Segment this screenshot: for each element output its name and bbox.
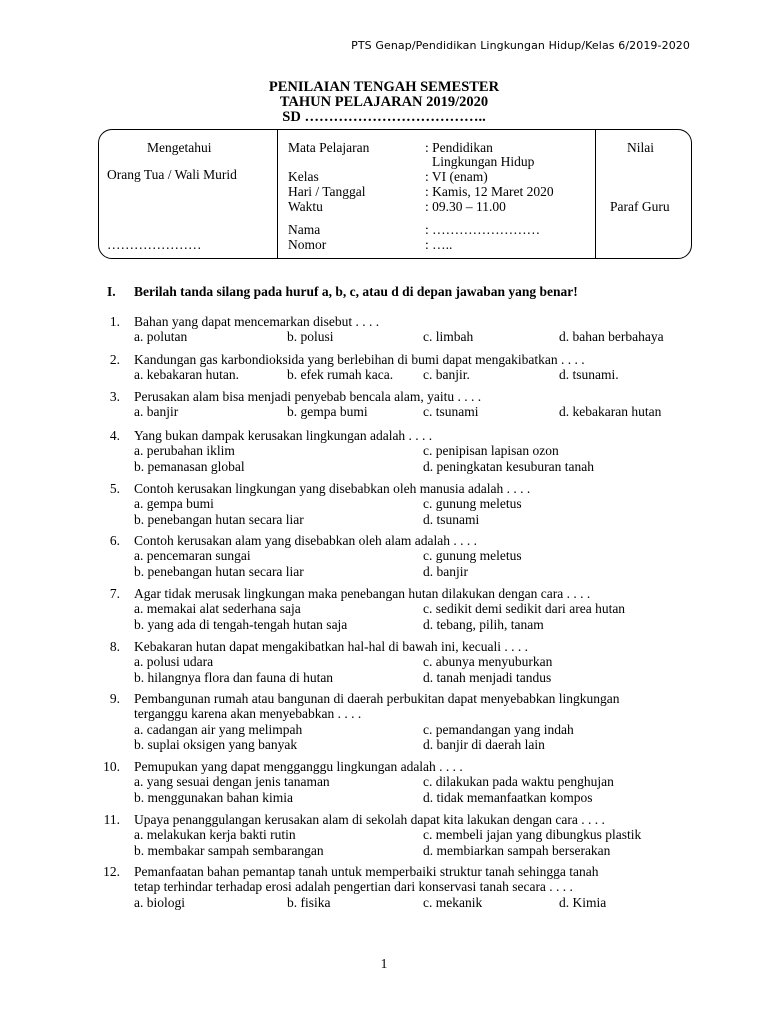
answer-option-a[interactable]: a. gempa bumi	[134, 496, 214, 512]
question-text: Contoh kerusakan alam yang disebabkan oleh alam adalah . . . .	[134, 533, 478, 548]
answer-option-d[interactable]: d. kebakaran hutan	[559, 404, 662, 420]
question-number: 6.	[109, 533, 120, 548]
answer-option-d[interactable]: d. tanah menjadi tandus	[423, 669, 552, 685]
time-value: : 09.30 – 11.00	[425, 199, 506, 214]
exam-title: PENILAIAN TENGAH SEMESTER	[268, 79, 500, 95]
question-text: tetap terhindar terhadap erosi adalah pengertian dari konservasi tanah secara . . . .	[134, 879, 573, 895]
section-number: I.	[107, 284, 116, 299]
answer-option-d[interactable]: d. tsunami	[423, 511, 480, 527]
question-number: 10.	[103, 759, 120, 774]
question-text: Pembangunan rumah atau bangunan di daerah perbukitan dapat menyebabkan lingkungan	[134, 691, 620, 706]
answer-option-c[interactable]: c. membeli jajan yang dibungkus plastik	[423, 827, 642, 843]
answer-option-c[interactable]: c. abunya menyuburkan	[423, 654, 553, 670]
question-text: Kebakaran hutan dapat mengakibatkan hal-hal di bawah ini, kecuali . . . .	[134, 639, 528, 654]
date-label: Hari / Tanggal	[288, 184, 366, 199]
subject-label: Mata Pelajaran	[288, 140, 370, 155]
question-number: 1.	[109, 314, 120, 329]
answer-option-d[interactable]: d. Kimia	[559, 894, 607, 910]
subject-value-1: : Pendidikan	[425, 140, 493, 155]
answer-option-b[interactable]: b. polusi	[287, 329, 334, 345]
answer-option-c[interactable]: c. mekanik	[423, 894, 483, 910]
parent-label: Orang Tua / Wali Murid	[107, 167, 237, 182]
answer-option-a[interactable]: a. polusi udara	[134, 654, 214, 670]
answer-option-a[interactable]: a. memakai alat sederhana saja	[134, 601, 301, 617]
parent-signature-line: …………………	[107, 237, 202, 252]
teacher-signature-label: Paraf Guru	[610, 199, 670, 214]
school-name-line: SD ………………………………..	[282, 109, 486, 125]
question-text: Pemanfaatan bahan pemantap tanah untuk memperbaiki struktur tanah sehingga tanah	[134, 864, 599, 879]
question-number: 7.	[109, 586, 120, 601]
question-text: Pemupukan yang dapat mengganggu lingkungan adalah . . . .	[134, 759, 463, 774]
answer-option-b[interactable]: b. efek rumah kaca.	[287, 367, 394, 383]
page-number: 1	[380, 956, 388, 971]
answer-option-d[interactable]: d. banjir	[423, 563, 468, 579]
question-number: 11.	[103, 812, 120, 827]
answer-option-a[interactable]: a. biologi	[134, 894, 185, 910]
answer-option-b[interactable]: b. suplai oksigen yang banyak	[134, 736, 298, 752]
answer-option-b[interactable]: b. fisika	[287, 894, 331, 910]
number-field[interactable]: : …..	[425, 237, 453, 252]
info-box-divider-right	[595, 130, 596, 258]
question-number: 9.	[109, 691, 120, 706]
answer-option-d[interactable]: d. banjir di daerah lain	[423, 736, 545, 752]
answer-option-c[interactable]: c. gunung meletus	[423, 548, 522, 564]
date-value: : Kamis, 12 Maret 2020	[425, 184, 554, 199]
answer-option-a[interactable]: a. polutan	[134, 329, 188, 345]
name-field[interactable]: : ……………………	[425, 222, 541, 237]
answer-option-c[interactable]: c. banjir.	[423, 367, 470, 383]
answer-option-c[interactable]: c. penipisan lapisan ozon	[423, 443, 559, 459]
score-label: Nilai	[627, 140, 654, 155]
question-text: Bahan yang dapat mencemarkan disebut . . . .	[134, 314, 380, 329]
answer-option-d[interactable]: d. tidak memanfaatkan kompos	[423, 789, 593, 805]
name-label: Nama	[288, 222, 321, 237]
question-text: Contoh kerusakan lingkungan yang disebabkan oleh manusia adalah . . . .	[134, 481, 531, 496]
answer-option-c[interactable]: c. gunung meletus	[423, 496, 522, 512]
answer-option-b[interactable]: b. penebangan hutan secara liar	[134, 563, 304, 579]
answer-option-b[interactable]: b. yang ada di tengah-tengah hutan saja	[134, 616, 348, 632]
answer-option-d[interactable]: d. tsunami.	[559, 367, 619, 383]
question-text: Agar tidak merusak lingkungan maka penebangan hutan dilakukan dengan cara . . . .	[134, 586, 591, 601]
answer-option-a[interactable]: a. perubahan iklim	[134, 443, 235, 459]
question-text: Upaya penanggulangan kerusakan alam di sekolah dapat kita lakukan dengan cara . . . .	[134, 812, 605, 827]
number-label: Nomor	[288, 237, 327, 252]
running-header: PTS Genap/Pendidikan Lingkungan Hidup/Kelas 6/2019-2020	[351, 39, 690, 52]
answer-option-d[interactable]: d. tebang, pilih, tanam	[423, 616, 544, 632]
answer-option-a[interactable]: a. kebakaran hutan.	[134, 367, 239, 383]
section-instruction: Berilah tanda silang pada huruf a, b, c, atau d di depan jawaban yang benar!	[134, 284, 578, 299]
answer-option-c[interactable]: c. pemandangan yang indah	[423, 721, 574, 737]
question-number: 12.	[103, 864, 120, 879]
answer-option-b[interactable]: b. hilangnya flora dan fauna di hutan	[134, 669, 334, 685]
class-label: Kelas	[288, 169, 319, 184]
answer-option-d[interactable]: d. bahan berbahaya	[559, 329, 664, 345]
question-text: Yang bukan dampak kerusakan lingkungan adalah . . . .	[134, 428, 433, 443]
subject-value-2: Lingkungan Hidup	[432, 154, 535, 169]
time-label: Waktu	[288, 199, 323, 214]
answer-option-a[interactable]: a. yang sesuai dengan jenis tanaman	[134, 774, 330, 790]
question-number: 5.	[109, 481, 120, 496]
answer-option-a[interactable]: a. banjir	[134, 404, 179, 420]
student-info-box	[98, 129, 692, 259]
mengetahui-label: Mengetahui	[147, 140, 212, 155]
question-number: 3.	[109, 389, 120, 404]
answer-option-d[interactable]: d. peningkatan kesuburan tanah	[423, 458, 594, 474]
exam-year: TAHUN PELAJARAN 2019/2020	[279, 94, 489, 110]
answer-option-c[interactable]: c. tsunami	[423, 404, 479, 420]
question-number: 2.	[109, 352, 120, 367]
question-text: Kandungan gas karbondioksida yang berlebihan di bumi dapat mengakibatkan . . . .	[134, 352, 585, 367]
question-number: 4.	[109, 428, 120, 443]
answer-option-c[interactable]: c. dilakukan pada waktu penghujan	[423, 774, 614, 790]
answer-option-b[interactable]: b. penebangan hutan secara liar	[134, 511, 304, 527]
answer-option-b[interactable]: b. membakar sampah sembarangan	[134, 842, 324, 858]
answer-option-a[interactable]: a. pencemaran sungai	[134, 548, 251, 564]
question-text: Perusakan alam bisa menjadi penyebab bencala alam, yaitu . . . .	[134, 389, 482, 404]
answer-option-a[interactable]: a. cadangan air yang melimpah	[134, 721, 303, 737]
answer-option-c[interactable]: c. limbah	[423, 329, 474, 345]
question-number: 8.	[109, 639, 120, 654]
answer-option-b[interactable]: b. gempa bumi	[287, 404, 368, 420]
answer-option-b[interactable]: b. pemanasan global	[134, 458, 245, 474]
answer-option-d[interactable]: d. membiarkan sampah berserakan	[423, 842, 611, 858]
class-value: : VI (enam)	[425, 169, 488, 184]
question-text: terganggu karena akan menyebabkan . . . .	[134, 706, 362, 722]
answer-option-c[interactable]: c. sedikit demi sedikit dari area hutan	[423, 601, 626, 617]
answer-option-a[interactable]: a. melakukan kerja bakti rutin	[134, 827, 296, 843]
answer-option-b[interactable]: b. menggunakan bahan kimia	[134, 789, 293, 805]
info-box-divider-left	[277, 130, 278, 258]
